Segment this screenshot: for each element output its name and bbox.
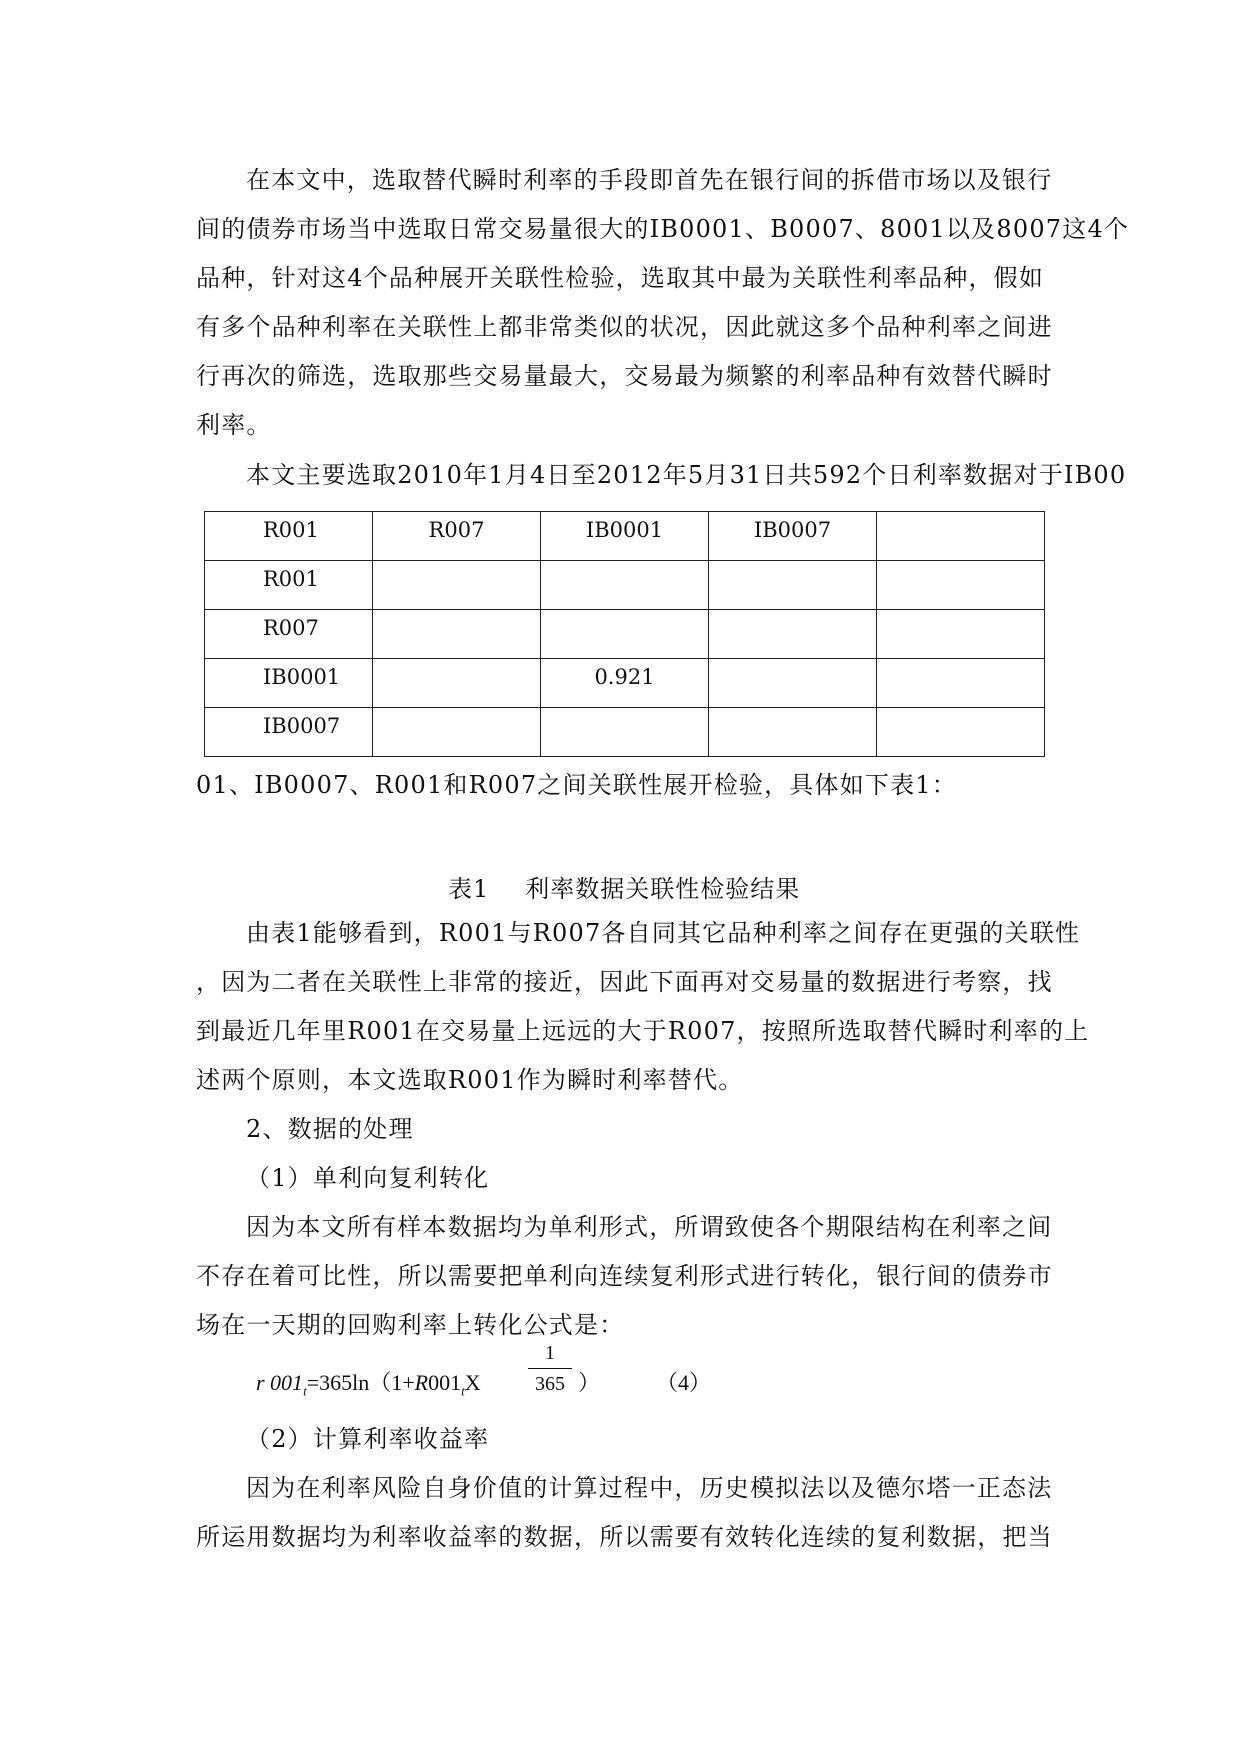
paragraph-line: ，因为二者在关联性上非常的接近，因此下面再对交易量的数据进行考察，找 xyxy=(196,968,1053,996)
formula-r: R xyxy=(414,1370,429,1395)
table-cell xyxy=(877,659,1045,708)
table-cell xyxy=(373,610,541,659)
table-cell xyxy=(541,610,709,659)
subsection-heading: （2）计算利率收益率 xyxy=(246,1425,490,1453)
formula-fraction xyxy=(528,1340,572,1397)
paragraph-line: 01、IB0007、R001和R007之间关联性展开检验，具体如下表1： xyxy=(196,771,957,799)
table-cell xyxy=(373,561,541,610)
table-row xyxy=(205,708,1045,757)
paragraph-line: 因为本文所有样本数据均为单利形式，所谓致使各个期限结构在利率之间 xyxy=(246,1213,1053,1241)
table-row-label: IB0007 xyxy=(205,708,373,757)
paragraph-line: 不存在着可比性，所以需要把单利向连续复利形式进行转化，银行间的债券市 xyxy=(196,1262,1053,1290)
fraction-bar xyxy=(528,1368,572,1369)
table-cell xyxy=(709,659,877,708)
table-row-label: R007 xyxy=(205,610,373,659)
paragraph-line: 场在一天期的回购利率上转化公式是： xyxy=(196,1311,625,1339)
table-cell xyxy=(709,561,877,610)
table-header-row xyxy=(205,512,1045,561)
equation-number: （4） xyxy=(656,1370,712,1395)
formula-close: ） xyxy=(578,1370,601,1395)
paragraph-line: 行再次的筛选，选取那些交易量最大，交易最为频繁的利率品种有效替代瞬时 xyxy=(196,362,1053,390)
paragraph-line: 述两个原则，本文选取R001作为瞬时利率替代。 xyxy=(196,1066,744,1094)
paragraph-line: 所运用数据均为利率收益率的数据，所以需要有效转化连续的复利数据，把当 xyxy=(196,1523,1053,1551)
table-caption-number: 表1 xyxy=(448,875,490,903)
table-caption xyxy=(448,869,800,904)
table-cell xyxy=(373,708,541,757)
table-cell xyxy=(877,561,1045,610)
formula-lhs: r 001 xyxy=(256,1370,304,1395)
table-caption-text: 利率数据关联性检验结果 xyxy=(525,875,801,903)
section-heading: 2、数据的处理 xyxy=(246,1115,414,1143)
paragraph-line: 在本文中，选取替代瞬时利率的手段即首先在银行间的拆借市场以及银行 xyxy=(246,166,1053,194)
formula xyxy=(256,1342,712,1399)
table-row-label: R001 xyxy=(205,561,373,610)
table-cell xyxy=(373,659,541,708)
table-row xyxy=(205,610,1045,659)
table-header-cell: IB0001 xyxy=(541,512,709,561)
table-cell: 0.921 xyxy=(541,659,709,708)
table-row xyxy=(205,659,1045,708)
fraction-denominator: 365 xyxy=(535,1373,565,1395)
table-cell xyxy=(709,610,877,659)
formula-times: X xyxy=(464,1370,481,1395)
correlation-table xyxy=(204,511,1045,757)
table-cell xyxy=(541,561,709,610)
table-cell xyxy=(709,708,877,757)
table-cell xyxy=(877,610,1045,659)
paragraph-line: 到最近几年里R001在交易量上远远的大于R007，按照所选取替代瞬时利率的上 xyxy=(196,1017,1090,1045)
table-header-cell xyxy=(877,512,1045,561)
table-cell xyxy=(541,708,709,757)
paragraph-line: 间的债券市场当中选取日常交易量很大的IB0001、B0007、8001以及8007这4个 xyxy=(196,215,1130,243)
table-header-cell: R001 xyxy=(205,512,373,561)
formula-subscript: t xyxy=(303,1383,307,1399)
paragraph-line: 有多个品种利率在关联性上都非常类似的状况，因此就这多个品种利率之间进 xyxy=(196,313,1053,341)
paragraph-line: 因为在利率风险自身价值的计算过程中，历史模拟法以及德尔塔一正态法 xyxy=(246,1474,1053,1502)
fraction-numerator: 1 xyxy=(545,1342,555,1364)
table-header-cell: R007 xyxy=(373,512,541,561)
paragraph-line: 本文主要选取2010年1月4日至2012年5月31日共592个日利率数据对于IB00 xyxy=(246,461,1127,489)
paragraph-line: 品种，针对这4个品种展开关联性检验，选取其中最为关联性利率品种，假如 xyxy=(196,264,1045,292)
formula-subscript: t xyxy=(461,1383,465,1399)
table-row xyxy=(205,561,1045,610)
formula-mid: =365ln（1+ xyxy=(306,1370,415,1395)
formula-mid2: 001 xyxy=(428,1370,462,1395)
paragraph-line: 利率。 xyxy=(196,411,272,439)
table-row-label: IB0001 xyxy=(205,659,373,708)
table-header-cell: IB0007 xyxy=(709,512,877,561)
subsection-heading: （1）单利向复利转化 xyxy=(246,1164,490,1192)
table-cell xyxy=(877,708,1045,757)
paragraph-line: 由表1能够看到，R001与R007各自同其它品种利率之间存在更强的关联性 xyxy=(246,919,1081,947)
